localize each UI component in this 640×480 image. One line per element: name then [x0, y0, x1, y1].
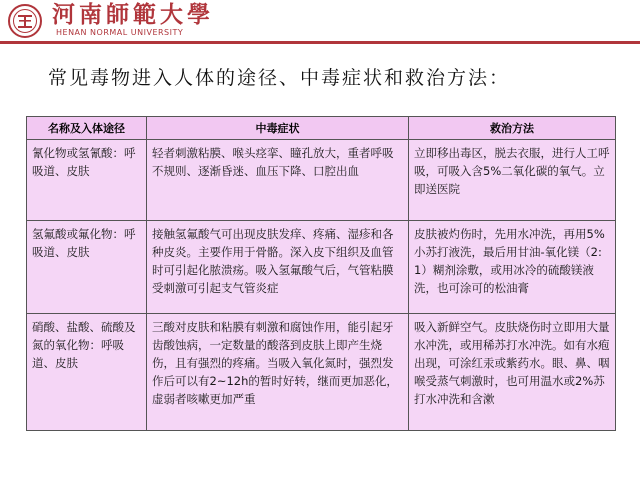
table-header-row — [27, 117, 616, 140]
column-header-name-route: 名称及入体途径 — [27, 117, 147, 140]
column-header-symptoms: 中毒症状 — [147, 117, 409, 140]
column-header-treatment: 救治方法 — [409, 117, 616, 140]
cell-symptoms: 接触氢氟酸气可出现皮肤发痒、疼痛、湿疹和各种皮炎。主要作用于骨骼。深入皮下组织及血管时可引起化脓溃疡。吸入氢氟酸气后，气管粘膜受刺激可引起支气管炎症 — [147, 221, 409, 314]
cell-symptoms: 三酸对皮肤和粘膜有刺激和腐蚀作用，能引起牙齿酸蚀病，一定数量的酸落到皮肤上即产生烧伤，且有强烈的疼痛。当吸入氧化氮时，强烈发作后可以有2~12h的暂时好转，继而更加恶化，虚弱者咳嗽更加严重 — [147, 314, 409, 431]
table-row — [27, 140, 616, 221]
cell-name-route: 氰化物或氢氰酸：呼吸道、皮肤 — [27, 140, 147, 221]
poison-table — [26, 116, 616, 431]
cell-symptoms: 轻者刺激粘膜、喉头痉挛、瞳孔放大，重者呼吸不规则、逐渐昏迷、血压下降、口腔出血 — [147, 140, 409, 221]
university-logo-text: 河南師範大學 — [52, 1, 214, 28]
table-row — [27, 221, 616, 314]
university-emblem-icon — [8, 4, 42, 38]
cell-name-route: 硝酸、盐酸、硫酸及氮的氧化物：呼吸道、皮肤 — [27, 314, 147, 431]
cell-treatment: 皮肤被灼伤时，先用水冲洗，再用5%小苏打液洗，最后用甘油-氧化镁（2:1）糊剂涂敷，或用冰冷的硫酸镁液洗，也可涂可的松油膏 — [409, 221, 616, 314]
header-divider — [0, 41, 640, 44]
table-row — [27, 314, 616, 431]
cell-name-route: 氢氟酸或氟化物：呼吸道、皮肤 — [27, 221, 147, 314]
university-logo-subtitle: HENAN NORMAL UNIVERSITY — [56, 28, 184, 37]
slide-title: 常见毒物进入人体的途径、中毒症状和救治方法： — [48, 67, 511, 89]
cell-treatment: 吸入新鲜空气。皮肤烧伤时立即用大量水冲洗，或用稀苏打水冲洗。如有水疱出现，可涂红汞或紫药水。眼、鼻、咽喉受蒸气刺激时，也可用温水或2%苏打水冲洗和含漱 — [409, 314, 616, 431]
header-bar — [0, 0, 640, 44]
cell-treatment: 立即移出毒区，脱去衣服，进行人工呼吸，可吸入含5%二氧化碳的氧气。立即送医院 — [409, 140, 616, 221]
